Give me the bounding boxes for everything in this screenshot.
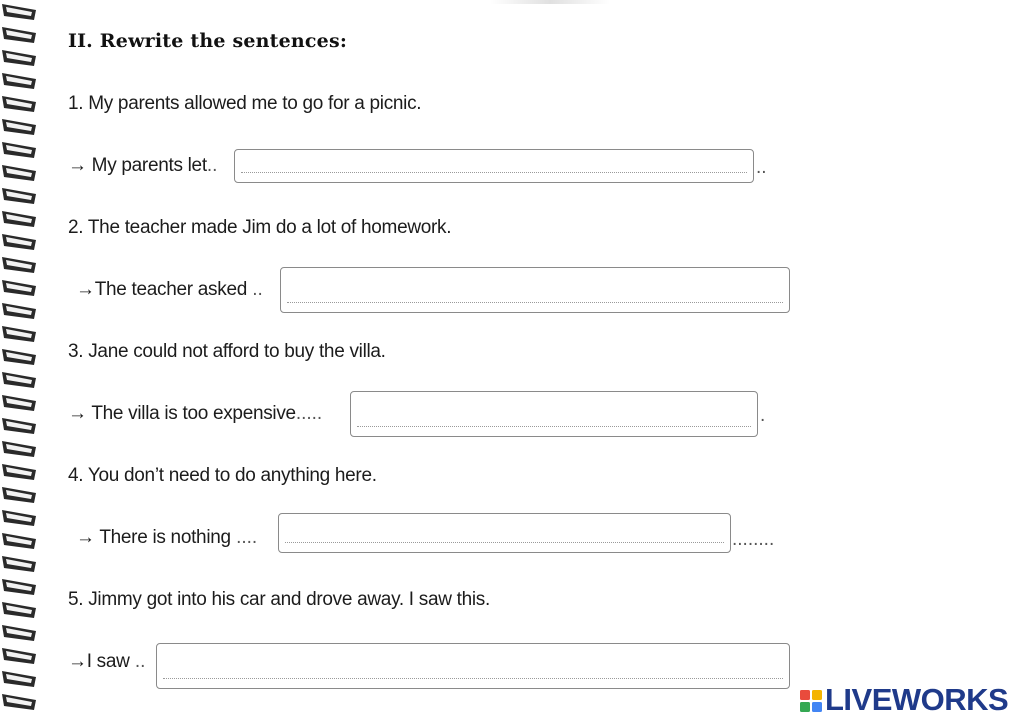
question-4-lead xyxy=(76,526,257,550)
question-2-lead-dots: .. xyxy=(246,279,263,300)
question-1-lead-dots: .. xyxy=(206,155,218,176)
section-heading: II. Rewrite the sentences: xyxy=(68,30,348,52)
logo-square-4 xyxy=(812,702,822,712)
question-4-lead-text: → There is nothing xyxy=(76,527,231,548)
question-1-prompt: 1. My parents allowed me to go for a picnic. xyxy=(68,93,422,114)
answer-input-1[interactable] xyxy=(234,149,754,183)
question-5-lead xyxy=(68,650,145,674)
question-5-lead-dots: .. xyxy=(129,651,146,672)
question-4-trail-dots: ........ xyxy=(732,529,775,550)
answer-input-3[interactable] xyxy=(350,391,758,437)
question-3-trail-dots: . xyxy=(760,405,766,426)
answer-input-2[interactable] xyxy=(280,267,790,313)
logo-square-2 xyxy=(812,690,822,700)
question-1-trail-dots: .. xyxy=(756,157,767,178)
question-1-lead xyxy=(68,154,217,178)
answer-1-dotted-line xyxy=(241,172,747,173)
question-4-prompt: 4. You don’t need to do anything here. xyxy=(68,465,377,486)
answer-input-5[interactable] xyxy=(156,643,790,689)
logo-square-1 xyxy=(800,690,810,700)
answer-input-4[interactable] xyxy=(278,513,731,553)
question-2-prompt: 2. The teacher made Jim do a lot of homework. xyxy=(68,217,452,238)
spiral-binding xyxy=(0,0,46,716)
question-2-lead xyxy=(76,278,263,302)
question-5-lead-text: →I saw xyxy=(68,651,130,672)
logo-square-3 xyxy=(800,702,810,712)
binding-coils xyxy=(2,4,36,710)
answer-3-dotted-line xyxy=(357,426,751,427)
question-5-prompt: 5. Jimmy got into his car and drove away. I saw this. xyxy=(68,589,490,610)
question-3-lead-dots: ..... xyxy=(295,403,323,424)
liveworks-logo-text: LIVEWORKS xyxy=(825,682,1009,717)
answer-5-dotted-line xyxy=(163,678,783,679)
question-1-lead-text: → My parents let xyxy=(68,155,207,176)
top-edge-shadow xyxy=(490,0,610,4)
question-4-lead-dots: .... xyxy=(230,527,258,548)
question-3-lead xyxy=(68,402,322,426)
question-3-prompt: 3. Jane could not afford to buy the villa. xyxy=(68,341,386,362)
question-2-lead-text: →The teacher asked xyxy=(76,279,247,300)
answer-4-dotted-line xyxy=(285,542,724,543)
question-3-lead-text: → The villa is too expensive xyxy=(68,403,296,424)
answer-2-dotted-line xyxy=(287,302,783,303)
liveworks-logo xyxy=(800,684,1008,716)
liveworks-logo-icon xyxy=(800,690,822,712)
